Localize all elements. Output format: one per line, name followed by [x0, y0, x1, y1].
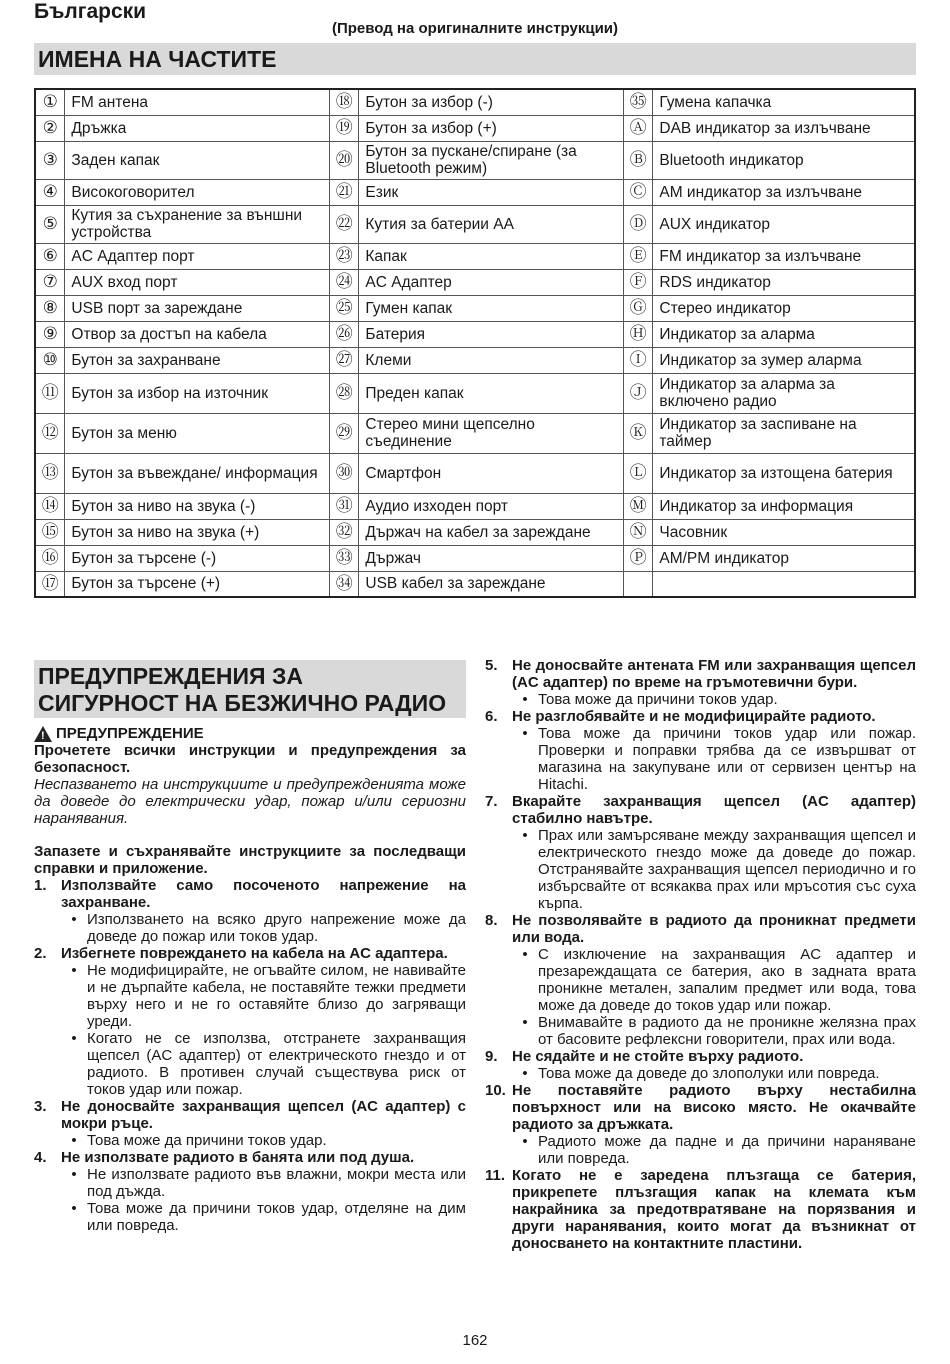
part-number: ⑦: [42, 272, 58, 291]
safety-item: [34, 1149, 466, 1166]
parts-row: [35, 453, 915, 493]
safety-item: [485, 793, 916, 827]
part-label: AM индикатор за излъчване: [653, 179, 915, 205]
part-number-cell: [35, 571, 65, 597]
part-number: ⑯: [41, 548, 59, 567]
part-number: ③: [42, 150, 58, 169]
translation-subtitle: (Превод на оригиналните инструкции): [331, 20, 619, 37]
part-number: ②: [42, 118, 58, 137]
left-safety-list: [34, 877, 466, 1234]
safety-bullet-text: Това може да причини токов удар.: [538, 691, 778, 708]
part-number: ㉖: [335, 324, 353, 343]
safety-bullet-text: Това може да причини токов удар, отделяне на дим или повреда.: [87, 1200, 466, 1234]
part-number: Ⓘ: [629, 350, 647, 369]
part-label: Високоговорител: [65, 179, 330, 205]
part-number: ⑭: [41, 496, 59, 515]
safety-item-number: 6.: [485, 708, 498, 725]
safety-item: [485, 708, 916, 725]
part-number-cell: [330, 115, 359, 141]
right-column: [485, 657, 916, 1252]
safety-item: [34, 1098, 466, 1132]
safety-item-title: Вкарайте захранващия щепсел (AC адаптер) стабилно навътре.: [512, 793, 916, 827]
part-number: ㉝: [335, 548, 353, 567]
part-number-cell: [623, 347, 652, 373]
safety-item-number: 11.: [485, 1167, 506, 1184]
bullet-icon: •: [522, 827, 528, 844]
part-label: Стерео индикатор: [653, 295, 915, 321]
part-label: AUX индикатор: [653, 205, 915, 243]
part-label: Батерия: [359, 321, 624, 347]
part-number: ㉑: [335, 182, 353, 201]
part-number: ⑱: [335, 92, 353, 112]
parts-row: [35, 373, 915, 413]
part-number-cell: [330, 413, 359, 453]
warning-bold-text: Прочетете всички инструкции и предупреждения за безопасност.: [34, 742, 466, 776]
part-number: ⑰: [41, 573, 59, 593]
part-number: ⑧: [42, 298, 58, 317]
part-label: Заден капак: [65, 141, 330, 179]
part-number: Ⓒ: [629, 182, 647, 201]
safety-item: [485, 1167, 916, 1252]
part-number-cell: [35, 321, 65, 347]
part-label: RDS индикатор: [653, 269, 915, 295]
part-label: AC Адаптер: [359, 269, 624, 295]
parts-row: [35, 89, 915, 115]
part-number: ㉞: [335, 573, 353, 593]
parts-row: [35, 205, 915, 243]
part-number: ㉕: [335, 298, 353, 317]
part-number: ⑥: [42, 246, 58, 265]
part-label: Бутон за избор на източник: [65, 373, 330, 413]
parts-row: [35, 519, 915, 545]
part-label: Кутия за батерии AA: [359, 205, 624, 243]
bullet-icon: •: [71, 1200, 77, 1217]
part-label: USB порт за зареждане: [65, 295, 330, 321]
part-number: Ⓕ: [629, 272, 647, 291]
part-number: Ⓟ: [629, 548, 647, 567]
part-label: Индикатор за зумер аларма: [653, 347, 915, 373]
safety-item-number: 10.: [485, 1082, 506, 1099]
part-number-cell: [623, 519, 652, 545]
part-number-cell: [623, 269, 652, 295]
warning-heading-text: ПРЕДУПРЕЖДЕНИЕ: [56, 725, 204, 742]
safety-item-title: Не доносвайте захранващия щепсел (AC адаптер) с мокри ръце.: [61, 1098, 466, 1132]
part-number: Ⓑ: [629, 150, 647, 169]
part-label: Бутон за търсене (+): [65, 571, 330, 597]
bullet-icon: •: [522, 1014, 528, 1031]
part-label: Бутон за ниво на звука (+): [65, 519, 330, 545]
safety-item-number: 8.: [485, 912, 498, 929]
part-number-cell: [623, 89, 652, 115]
part-number-cell: [623, 373, 652, 413]
part-number-cell: [623, 205, 652, 243]
safety-item: [34, 945, 466, 962]
part-label: Капак: [359, 243, 624, 269]
safety-item: [34, 877, 466, 911]
language-label: Български: [34, 0, 147, 23]
part-number-cell: [35, 519, 65, 545]
parts-row: [35, 179, 915, 205]
safety-item-title: Не разглобявайте и не модифицирайте радиото.: [512, 708, 876, 725]
safety-bullet: [34, 1200, 466, 1234]
safety-item: [485, 1082, 916, 1133]
part-label: Гумен капак: [359, 295, 624, 321]
part-label: Кутия за съхранение за външни устройства: [65, 205, 330, 243]
safety-bullet-text: Когато не се използва, отстранете захранващия щепсел (AC адаптер) от електрическото гнездо и от радиото. В противен случай съществува риск от токов удар или пожар.: [87, 1030, 466, 1098]
part-number-cell: [330, 545, 359, 571]
safety-item-title: Използвайте само посоченото напрежение на захранване.: [61, 877, 466, 911]
safety-bullet: [34, 1166, 466, 1200]
bullet-icon: •: [522, 1065, 528, 1082]
safety-item-number: 1.: [34, 877, 47, 894]
parts-row: [35, 115, 915, 141]
part-number: ①: [42, 92, 58, 112]
safety-item-title: Не използвате радиото в банята или под душа.: [61, 1149, 415, 1166]
part-number: Ⓜ: [629, 496, 647, 515]
part-number-cell: [35, 269, 65, 295]
part-label: AC Адаптер порт: [65, 243, 330, 269]
part-number-cell: [35, 179, 65, 205]
safety-item-title: Не сядайте и не стойте върху радиото.: [512, 1048, 804, 1065]
safety-item-number: 5.: [485, 657, 498, 674]
part-number: ㉗: [335, 350, 353, 369]
right-safety-list: [485, 657, 916, 1252]
safety-bullet: [34, 911, 466, 945]
part-number: Ⓓ: [629, 214, 647, 233]
warning-italic-text: Неспазването на инструкциите и предупрежденията може да доведе до електрически удар, пожар и/или сериозни наранявания.: [34, 776, 466, 827]
safety-bullet-text: Не модифицирайте, не огъвайте силом, не навивайте и не дърпайте кабела, не поставяйте тежки предмети върху него и не го оставяйте близо до загряващи уреди.: [87, 962, 466, 1030]
part-number-cell: [330, 89, 359, 115]
part-number-cell: [330, 373, 359, 413]
safety-bullet: [34, 1030, 466, 1098]
safety-bullet: [485, 691, 916, 708]
part-number-cell: [330, 205, 359, 243]
parts-row: [35, 295, 915, 321]
part-number-cell: [623, 243, 652, 269]
part-number: ⑫: [41, 423, 59, 442]
part-number: Ⓙ: [629, 383, 647, 402]
part-number-cell: [35, 141, 65, 179]
parts-row: [35, 347, 915, 373]
part-number-cell: [35, 243, 65, 269]
part-number-cell: [330, 295, 359, 321]
safety-bullet: [485, 1065, 916, 1082]
part-number-cell: [330, 321, 359, 347]
safety-bullet: [485, 725, 916, 793]
parts-table: [34, 88, 916, 598]
part-number-cell: [35, 453, 65, 493]
parts-row: [35, 545, 915, 571]
safety-item-title: Не доносвайте антената FM или захранващия щепсел (AC адаптер) по време на гръмотевични бури.: [512, 657, 916, 691]
part-label: Преден капак: [359, 373, 624, 413]
part-number: ㉜: [335, 522, 353, 541]
part-number-cell: [35, 373, 65, 413]
safety-bullet-text: Радиото може да падне и да причини нараняване или повреда.: [538, 1133, 916, 1167]
part-number-cell: [35, 347, 65, 373]
part-label: AUX вход порт: [65, 269, 330, 295]
part-number-cell: [330, 453, 359, 493]
safety-bullet: [485, 1133, 916, 1167]
safety-item: [485, 912, 916, 946]
warning-heading: [34, 725, 466, 742]
parts-row: [35, 413, 915, 453]
safety-item: [485, 1048, 916, 1065]
part-number-cell: [623, 141, 652, 179]
part-number-cell: [623, 295, 652, 321]
parts-row: [35, 269, 915, 295]
part-label: Индикатор за аларма: [653, 321, 915, 347]
part-number: ㉘: [335, 383, 353, 402]
safety-bullet-text: Прах или замърсяване между захранващия щепсел и електрическото гнездо може да доведе до пожар. Отстранявайте захранващия щепсел периодично и го избърсвайте от всякаква прах или мръсотия със суха кърпа.: [538, 827, 916, 912]
part-label: [653, 571, 915, 597]
bullet-icon: •: [522, 946, 528, 963]
part-label: Индикатор за заспиване на таймер: [653, 413, 915, 453]
part-label: AM/PM индикатор: [653, 545, 915, 571]
part-label: Индикатор за аларма за включено радио: [653, 373, 915, 413]
safety-title-line1: ПРЕДУПРЕЖДЕНИЯ ЗА: [38, 663, 303, 689]
part-number: Ⓝ: [629, 522, 647, 541]
part-number-cell: [35, 545, 65, 571]
part-label: Смартфон: [359, 453, 624, 493]
part-label: Държач: [359, 545, 624, 571]
page-number: 162: [462, 1332, 488, 1349]
bullet-icon: •: [71, 1030, 77, 1047]
part-number: ㉚: [335, 463, 353, 482]
part-label: DAB индикатор за излъчване: [653, 115, 915, 141]
safety-item-title: Избегнете повреждането на кабела на AC адаптера.: [61, 945, 448, 962]
part-number: ㉓: [335, 246, 353, 265]
part-number: ④: [42, 182, 58, 201]
part-number-cell: [623, 179, 652, 205]
part-number: Ⓛ: [629, 463, 647, 482]
part-number-cell: [330, 179, 359, 205]
part-number: ⑲: [335, 118, 353, 137]
bullet-icon: •: [71, 911, 77, 928]
parts-row: [35, 243, 915, 269]
part-number-cell: [35, 115, 65, 141]
part-label: Бутон за пускане/спиране (за Bluetooth режим): [359, 141, 624, 179]
part-label: FM антена: [65, 89, 330, 115]
part-number-cell: [330, 493, 359, 519]
part-number: ㉛: [335, 496, 353, 515]
part-number-cell: [35, 413, 65, 453]
part-number-cell: [623, 321, 652, 347]
safety-item-number: 3.: [34, 1098, 47, 1115]
bullet-icon: •: [522, 1133, 528, 1150]
part-number-cell: [623, 571, 652, 597]
part-label: USB кабел за зареждане: [359, 571, 624, 597]
safety-item-title: Не позволявайте в радиото да проникнат предмети или вода.: [512, 912, 916, 946]
bullet-icon: •: [71, 1166, 77, 1183]
safety-bullet-text: Това може да причини токов удар или пожар. Проверки и поправки трябва да се извършват от магазина на закупуване или от сервизен център на Hitachi.: [538, 725, 916, 793]
safety-bullet-text: Това може да доведе до злополуки или повреда.: [538, 1065, 880, 1082]
part-label: Бутон за въвеждане/ информация: [65, 453, 330, 493]
part-number: ⑬: [41, 463, 59, 482]
safety-item-title: Не поставяйте радиото върху нестабилна повърхност или на високо място. Не окачвайте радиото за дръжката.: [512, 1082, 916, 1133]
left-column: [34, 725, 466, 1234]
part-number: ㉒: [335, 214, 353, 233]
part-label: Държач на кабел за зареждане: [359, 519, 624, 545]
safety-bullet: [34, 962, 466, 1030]
part-number: Ⓔ: [629, 246, 647, 265]
part-label: FM индикатор за излъчване: [653, 243, 915, 269]
safety-bullet-text: Внимавайте в радиото да не проникне желязна прах от басовите рефлексни говорители, прах или вода.: [538, 1014, 916, 1048]
part-number-cell: [623, 453, 652, 493]
parts-row: [35, 493, 915, 519]
safety-bullet-text: Това може да причини токов удар.: [87, 1132, 327, 1149]
part-number-cell: [35, 89, 65, 115]
part-label: Бутон за меню: [65, 413, 330, 453]
part-label: Стерео мини щепселно съединение: [359, 413, 624, 453]
part-label: Клеми: [359, 347, 624, 373]
part-number-cell: [623, 545, 652, 571]
part-label: Дръжка: [65, 115, 330, 141]
keep-instructions-text: Запазете и съхранявайте инструкциите за последващи справки и приложение.: [34, 843, 466, 877]
part-number-cell: [330, 347, 359, 373]
parts-row: [35, 571, 915, 597]
bullet-icon: •: [522, 691, 528, 708]
part-number-cell: [330, 571, 359, 597]
part-number-cell: [35, 205, 65, 243]
bullet-icon: •: [71, 1132, 77, 1149]
part-label: Bluetooth индикатор: [653, 141, 915, 179]
safety-title-line2: СИГУРНОСТ НА БЕЗЖИЧНО РАДИО: [38, 690, 447, 716]
part-number: ㉙: [335, 423, 353, 442]
bullet-icon: •: [522, 725, 528, 742]
bullet-icon: •: [71, 962, 77, 979]
part-number-cell: [330, 141, 359, 179]
part-label: Език: [359, 179, 624, 205]
part-number: ⑩: [42, 350, 58, 369]
part-label: Бутон за избор (+): [359, 115, 624, 141]
part-label: Аудио изходен порт: [359, 493, 624, 519]
part-number: ⑳: [335, 150, 353, 169]
safety-section-title: [34, 660, 466, 718]
part-number: Ⓚ: [629, 423, 647, 442]
warning-triangle-icon: [34, 726, 52, 742]
part-label: Отвор за достъп на кабела: [65, 321, 330, 347]
part-number: ⑪: [41, 383, 59, 402]
part-number: Ⓐ: [629, 118, 647, 137]
part-label: Бутон за ниво на звука (-): [65, 493, 330, 519]
part-label: Индикатор за изтощена батерия: [653, 453, 915, 493]
part-number-cell: [35, 295, 65, 321]
safety-item-number: 2.: [34, 945, 47, 962]
part-number-cell: [623, 493, 652, 519]
safety-bullet-text: Използването на всяко друго напрежение може да доведе до пожар или токов удар.: [87, 911, 466, 945]
part-number-cell: [330, 243, 359, 269]
safety-bullet: [485, 1014, 916, 1048]
part-label: Бутон за избор (-): [359, 89, 624, 115]
safety-item-title: Когато не е заредена плъзгаща се батерия, прикрепете плъзгащия капак на клемата към накрайника за предотвратяване на порязвания и други наранявания, които могат да възникнат от доносването на контактните пластини.: [512, 1167, 916, 1252]
safety-bullet-text: С изключение на захранващия AC адаптер и презареждащата се батерия, ако в задната врата проникне метален, запалим предмет или вода, това може да доведе до токов удар или пожар.: [538, 946, 916, 1014]
part-number-cell: [623, 115, 652, 141]
part-number: Ⓗ: [629, 324, 647, 343]
parts-row: [35, 321, 915, 347]
safety-bullet-text: Не използвате радиото във влажни, мокри места или под дъжда.: [87, 1166, 466, 1200]
parts-row: [35, 141, 915, 179]
safety-bullet: [34, 1132, 466, 1149]
safety-item: [485, 657, 916, 691]
part-label: Индикатор за информация: [653, 493, 915, 519]
safety-item-number: 4.: [34, 1149, 47, 1166]
safety-item-number: 7.: [485, 793, 498, 810]
part-number: ⑮: [41, 522, 59, 541]
part-number-cell: [330, 269, 359, 295]
part-label: Часовник: [653, 519, 915, 545]
part-label: Бутон за търсене (-): [65, 545, 330, 571]
part-number: ㉔: [335, 272, 353, 291]
part-label: Бутон за захранване: [65, 347, 330, 373]
safety-bullet: [485, 946, 916, 1014]
parts-section-title: ИМЕНА НА ЧАСТИТЕ: [34, 43, 916, 75]
safety-item-number: 9.: [485, 1048, 498, 1065]
part-number-cell: [623, 413, 652, 453]
safety-bullet: [485, 827, 916, 912]
part-number: ⑤: [42, 214, 58, 233]
part-number: ㉟: [629, 92, 647, 112]
part-number: ⑨: [42, 324, 58, 343]
part-number: Ⓖ: [629, 298, 647, 317]
part-label: Гумена капачка: [653, 89, 915, 115]
part-number-cell: [35, 493, 65, 519]
part-number-cell: [330, 519, 359, 545]
